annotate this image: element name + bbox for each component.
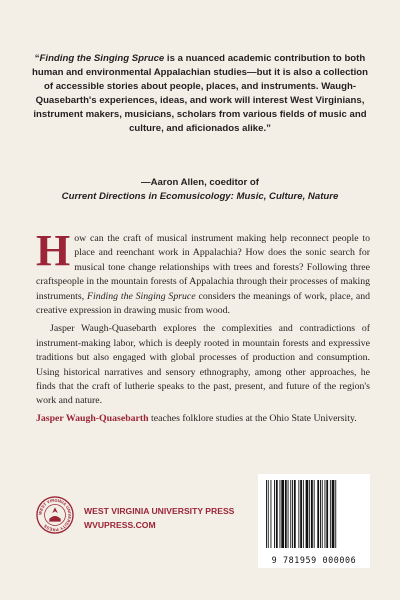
barcode-bar (317, 480, 319, 548)
quoted-book-title: Finding the Singing Spruce (39, 53, 165, 64)
barcode-bar (303, 480, 304, 548)
open-quote-mark: “ (34, 53, 40, 64)
barcode-bar (292, 480, 293, 548)
author-name: Jasper Waugh-Quasebarth (36, 413, 149, 424)
barcode-bar (311, 480, 313, 548)
quote-attribution (20, 176, 380, 204)
publisher-url[interactable]: WVUPRESS.COM (84, 520, 156, 530)
quote-body: is a nuanced academic contribution to both human and environmental Appalachian studies—but it is also a collection of accessible stories about people, places, and instruments. Waugh-Quasebarth's experiences, ideas, and work will interest West Virginians, instrument makers, musicians, scholars from various fields of music and culture, and aficionados alike. (31, 53, 369, 134)
barcode-bar (268, 480, 269, 548)
barcode-bar (274, 480, 275, 548)
barcode-bar (294, 480, 296, 548)
book-description (36, 226, 370, 409)
barcode-bar (266, 480, 267, 548)
description-p1-text: ow can the craft of musical instrument making help reconnect people to place and reenchant work in Appalachia? How does the sonic search for musical tone change relationships with trees and forests? Following three craftspeople in the mountain forests of Appalachia through their processes of making instruments, (36, 233, 370, 302)
barcode-bar (288, 480, 289, 548)
author-bio (36, 412, 370, 426)
publisher-block (84, 504, 234, 532)
praise-quote (28, 52, 372, 136)
barcode-bar (335, 480, 336, 548)
publisher-name: WEST VIRGINIA UNIVERSITY PRESS (84, 506, 235, 516)
attribution-name: —Aaron Allen, coeditor of (141, 177, 259, 188)
description-p1-title: Finding the Singing Spruce (87, 290, 196, 302)
author-bio-text: teaches folklore studies at the Ohio State University. (148, 413, 357, 424)
description-paragraph-2: Jasper Waugh-Quasebarth explores the complexities and contradictions of instrument-making labor, which is deeply rooted in mountain forests and expressive traditions but also engaged with global processes of production and consumption. Using historical narratives and sensory ethnography, among other approaches, he finds that the craft of lutherie speaks to the past, present, and future of the region's work and nature. (36, 323, 370, 407)
barcode-digits: 9 781959 000006 (271, 555, 357, 565)
drop-cap: H (36, 226, 71, 275)
barcode-bar (325, 480, 326, 548)
seal-text: WEST VIRGINIA UNIVERSITY PRESS (37, 497, 73, 533)
isbn-barcode (258, 474, 370, 568)
barcode-bar (281, 480, 284, 548)
barcode-bar (314, 480, 315, 548)
university-seal-icon (36, 496, 74, 534)
barcode-bar (271, 480, 272, 548)
attribution-work-title: Current Directions in Ecomusicology: Music, Culture, Nature (61, 191, 339, 202)
svg-text:WEST VIRGINIA UNIVERSITY PRESS (38, 498, 73, 533)
barcode-bar (300, 480, 302, 548)
barcode-bar (280, 480, 281, 548)
close-quote-mark: ” (266, 123, 271, 134)
barcode-bar (322, 480, 323, 548)
barcode-bar (276, 480, 278, 548)
description-p1-tail: considers the meanings of work, place, and creative expression in drawing music from wood. (36, 290, 370, 317)
description-paragraph-1 (36, 226, 370, 318)
barcode-bar (332, 480, 335, 548)
barcode-bar (320, 480, 321, 548)
barcode-bar (326, 480, 328, 548)
barcode-bar (290, 480, 291, 548)
barcode-bar (306, 480, 309, 548)
barcode-bar (285, 480, 287, 548)
barcode-bars (264, 480, 364, 548)
barcode-bar (330, 480, 331, 548)
barcode-bar (298, 480, 299, 548)
barcode-bar (309, 480, 310, 548)
